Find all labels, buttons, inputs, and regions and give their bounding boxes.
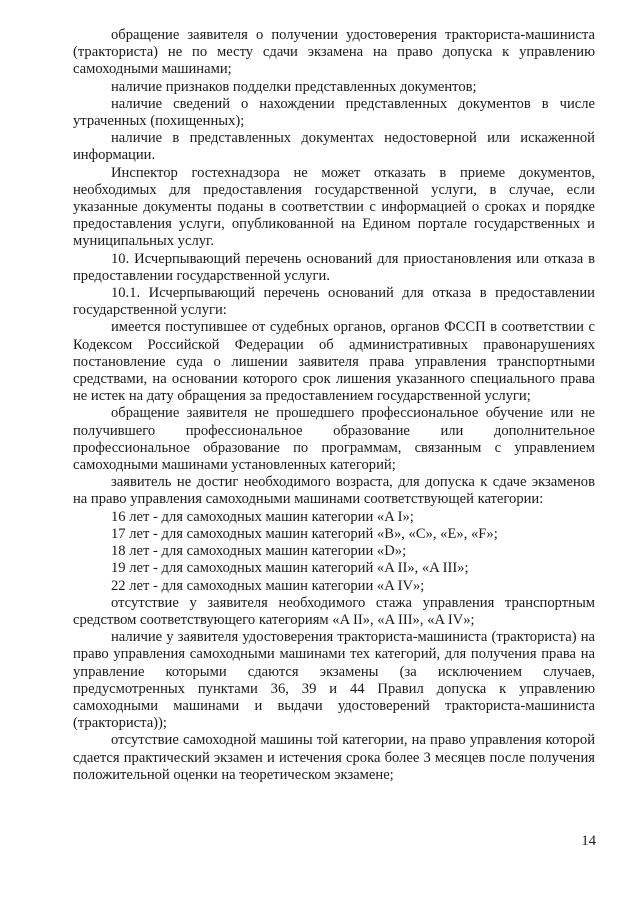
paragraph: наличие сведений о нахождении представленных документов в числе утраченных (похищенных); bbox=[73, 95, 595, 130]
paragraph: обращение заявителя о получении удостоверения тракториста-машиниста (тракториста) не по месту сдачи экзамена на право допуска к управлению самоходными машинами; bbox=[73, 27, 595, 78]
age-requirement-item: 19 лет - для самоходных машин категорий «A II», «A III»; bbox=[111, 560, 469, 577]
paragraph: Инспектор гостехнадзора не может отказать в приеме документов, необходимых для предоставления государственной услуги, в случае, если указанные документы поданы в соответствии с информацией о сроках и порядке предоставления услуги, опубликованной на Едином портале государственных и муниципальных услуг. bbox=[73, 164, 595, 250]
paragraph: имеется поступившее от судебных органов, органов ФССП в соответствии с Кодексом Российской Федерации об административных правонарушениях постановление суда о лишении заявителя права управления транспортными средствами, на основании которого срок лишения указанного специального права не истек на дату обращения за предоставлением государственной услуги; bbox=[73, 319, 595, 405]
paragraph: отсутствие самоходной машины той категории, на право управления которой сдается практический экзамен и истечения срока более 3 месяцев после получения положительной оценки на теоретическом экзамене; bbox=[73, 732, 595, 783]
paragraph: заявитель не достиг необходимого возраста, для допуска к сдаче экзаменов на право управления самоходными машинами соответствующей категории: bbox=[73, 474, 595, 508]
paragraph: обращение заявителя не прошедшего профессиональное обучение или не получившего профессиональное образование или дополнительное профессиональное образование по программам, связанным с управлением самоходными машинами установленных категорий; bbox=[73, 405, 595, 474]
age-requirement-item: 16 лет - для самоходных машин категории «A I»; bbox=[111, 508, 414, 525]
paragraph: наличие признаков подделки представленных документов; bbox=[111, 78, 477, 95]
paragraph: наличие в представленных документах недостоверной или искаженной информации. bbox=[73, 130, 595, 164]
age-requirement-item: 22 лет - для самоходных машин категории «A IV»; bbox=[111, 577, 425, 594]
paragraph: отсутствие у заявителя необходимого стажа управления транспортным средством соответствующего категориям «A II», «A III», «A IV»; bbox=[73, 594, 595, 628]
subsection-heading: 10.1. Исчерпывающий перечень оснований для отказа в предоставлении государственной услуги: bbox=[73, 285, 595, 319]
paragraph: наличие у заявителя удостоверения тракториста-машиниста (тракториста) на право управления самоходными машинами тех категорий, для получения права на управление которыми сдаются экзамены (за исключением случаев, предусмотренных пунктами 36, 39 и 44 Правил допуска к управлению самоходными машинами и выдачи удостоверений тракториста-машиниста (тракториста)); bbox=[73, 629, 595, 732]
page-number: 14 bbox=[581, 833, 596, 849]
age-requirement-item: 17 лет - для самоходных машин категорий «B», «C», «E», «F»; bbox=[111, 525, 498, 542]
age-requirement-item: 18 лет - для самоходных машин категории «D»; bbox=[111, 543, 407, 560]
document-body bbox=[73, 27, 595, 784]
section-heading: 10. Исчерпывающий перечень оснований для приостановления или отказа в предоставлении государственной услуги. bbox=[73, 250, 595, 284]
